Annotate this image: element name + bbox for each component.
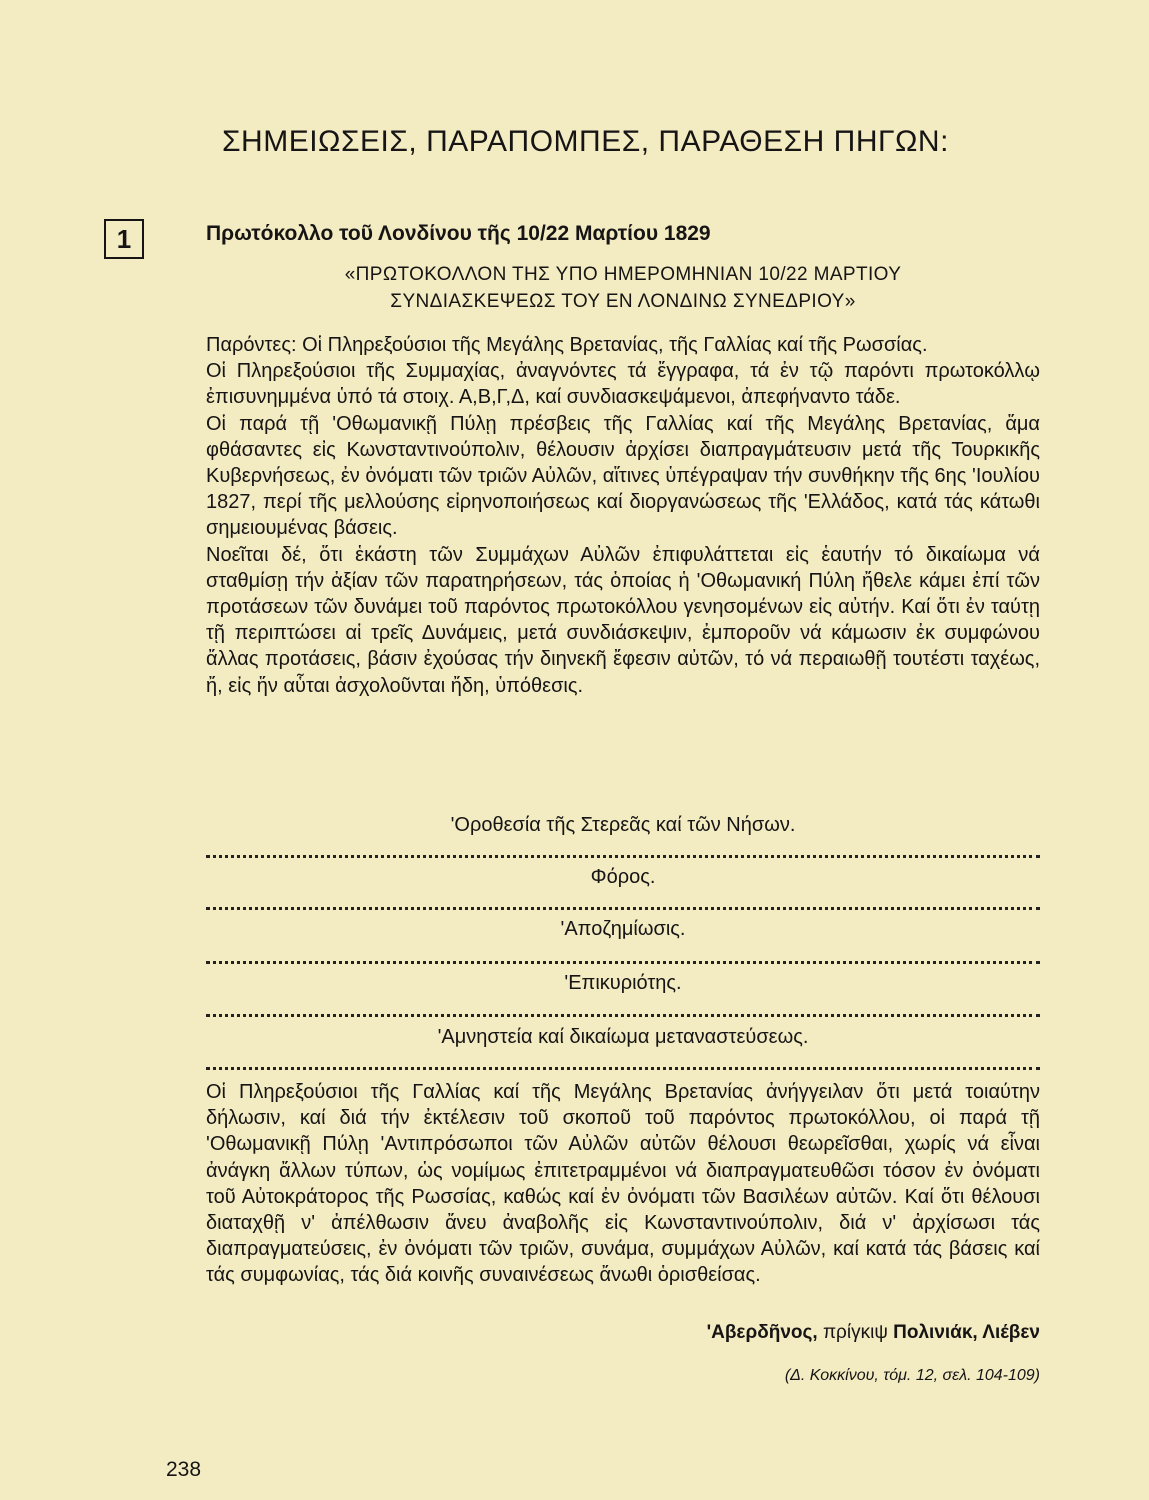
source-citation: (Δ. Κοκκίνου, τόμ. 12, σελ. 104-109) (784, 1367, 1040, 1384)
protocol-body (206, 332, 1040, 699)
dotted-separator (206, 961, 1040, 964)
topic-suzerainty: 'Επικυριότης. (564, 972, 682, 994)
paragraph-allies: Οἱ Πληρεξούσιοι τῆς Συμμαχίας, ἀναγνόντες τά ἔγγραφα, τά ἐν τῷ παρόντι πρωτοκόλλῳ ἐπισυνημμένα ὑπό τά στοιχ. Α,Β,Γ,Δ, καί συνδιασκεψάμενοι, ἀπεφήναντο τάδε. (206, 360, 1040, 409)
dotted-separator (206, 907, 1040, 910)
signatory-aberdeen: 'Αβερδῆνος, (706, 1322, 818, 1343)
signatory-connector: πρίγκιψ (822, 1322, 888, 1343)
topic-borders: 'Οροθεσία τῆς Στερεᾶς καί τῶν Νήσων. (450, 814, 796, 836)
paragraph-present: Παρόντες: Οἱ Πληρεξούσιοι τῆς Μεγάλης Βρετανίας, τῆς Γαλλίας καί τῆς Ρωσσίας. (206, 334, 928, 356)
protocol-caps-line-2: ΣΥΝΔΙΑΣΚΕΨΕΩΣ ΤΟΥ ΕΝ ΛΟΝΔΙΝΩ ΣΥΝΕΔΡΙΟΥ» (390, 291, 856, 312)
paragraph-closing: Οἱ Πληρεξούσιοι τῆς Γαλλίας καί τῆς Μεγάλης Βρετανίας ἀνήγγειλαν ὅτι μετά τοιαύτην δήλωσιν, καί διά τήν ἐκτέλεσιν τοῦ σκοποῦ τοῦ παρόντος πρωτοκόλλου, οἱ παρά τῇ 'Οθωμανικῇ Πύλῃ 'Αντιπρόσωποι τῶν Αὐλῶν αὐτῶν θέλουσι θεωρεῖσθαι, χωρίς νά εἶναι ἀνάγκη ἄλλων τύπων, ὡς νομίμως ἐπιτετραμμένοι νά διαπραγματευθῶσι τόσον ἐν ὀνόματι τοῦ Αὐτοκράτορος τῆς Ρωσσίας, καθώς καί ἐν ὀνόματι τῶν Βασιλέων αὐτῶν. Καί ὅτι θέλουσι διαταχθῇ ν' ἀπέλθωσιν ἄνευ ἀναβολῆς εἰς Κωνσταντινούπολιν, διά ν' ἀρχίσωσι τάς διαπραγματεύσεις, ἐν ὀνόματι τῶν τριῶν, συνάμα, συμμάχων Αὐλῶν, καί κατά τάς βάσεις καί τάς συμφωνίας, τάς διά κοινῆς συναινέσεως ἄνωθι ὁρισθείσας. (206, 1081, 1040, 1287)
note-number-box: 1 (104, 219, 144, 259)
dotted-separator (206, 855, 1040, 858)
note-title: Πρωτόκολλο τοῦ Λονδίνου τῆς 10/22 Μαρτίου 1829 (206, 222, 711, 245)
closing-body (206, 1079, 1040, 1289)
topic-compensation: 'Αποζημίωσις. (560, 918, 686, 940)
dotted-separator (206, 1067, 1040, 1070)
paragraph-ambassadors: Οἱ παρά τῇ 'Οθωμανικῇ Πύλῃ πρέσβεις τῆς Γαλλίας καί τῆς Μεγάλης Βρετανίας, ἅμα φθάσαντες εἰς Κωνσταντινούπολιν, θέλουσιν ἀρχίσει διαπραγμάτευσιν μετά τῆς Τουρκικῆς Κυβερνήσεως, ἐν ὀνόματι τῶν τριῶν Αὐλῶν, αἵτινες ὑπέγραψαν τήν συνθήκην τῆς 6ης 'Ιουλίου 1827, περί τῆς μελλούσης εἰρηνοποιήσεως καί διοργανώσεως τῆς 'Ελλάδος, κατά τάς κάτωθι σημειουμένας βάσεις. (206, 412, 1040, 540)
page-heading: ΣΗΜΕΙΩΣΕΙΣ, ΠΑΡΑΠΟΜΠΕΣ, ΠΑΡΑΘΕΣΗ ΠΗΓΩΝ: (222, 125, 949, 158)
signatories (707, 1322, 1040, 1344)
protocol-caps-line-1: «ΠΡΩΤΟΚΟΛΛΟΝ ΤΗΣ ΥΠΟ ΗΜΕΡΟΜΗΝΙΑΝ 10/22 ΜΑΡΤΙΟΥ (344, 264, 902, 285)
paragraph-reservation: Νοεῖται δέ, ὅτι ἑκάστη τῶν Συμμάχων Αὐλῶν ἐπιφυλάττεται εἰς ἑαυτήν τό δικαίωμα νά σταθμίσῃ τήν ἀξίαν τῶν παρατηρήσεων, τάς ὁποίας ἡ 'Οθωμανική Πύλη ἤθελε κάμει ἐπί τῶν προτάσεων τῶν δυνάμει τοῦ παρόντος πρωτοκόλλου γενησομένων εἰς αὐτήν. Καί ὅτι ἐν ταύτῃ τῇ περιπτώσει αἱ τρεῖς Δυνάμεις, μετά συνδιάσκεψιν, ἐμποροῦν νά κάμωσιν ἐκ συμφώνου ἄλλας προτάσεις, βάσιν ἐχούσας τήν διηνεκῆ ἔφεσιν αὐτῶν, τό νά περαιωθῇ τουτέστι ταχέως, ἤ, εἰς ἥν αὗται ἀσχολοῦνται ἤδη, ὑπόθεσις. (206, 543, 1040, 697)
dotted-separator (206, 1014, 1040, 1017)
topic-amnesty: 'Αμνηστεία καί δικαίωμα μεταναστεύσεως. (437, 1026, 809, 1048)
topic-tribute: Φόρος. (590, 866, 656, 888)
page-number: 238 (166, 1458, 202, 1481)
signatory-polignac-lieven: Πολινιάκ, Λιέβεν (893, 1322, 1040, 1343)
